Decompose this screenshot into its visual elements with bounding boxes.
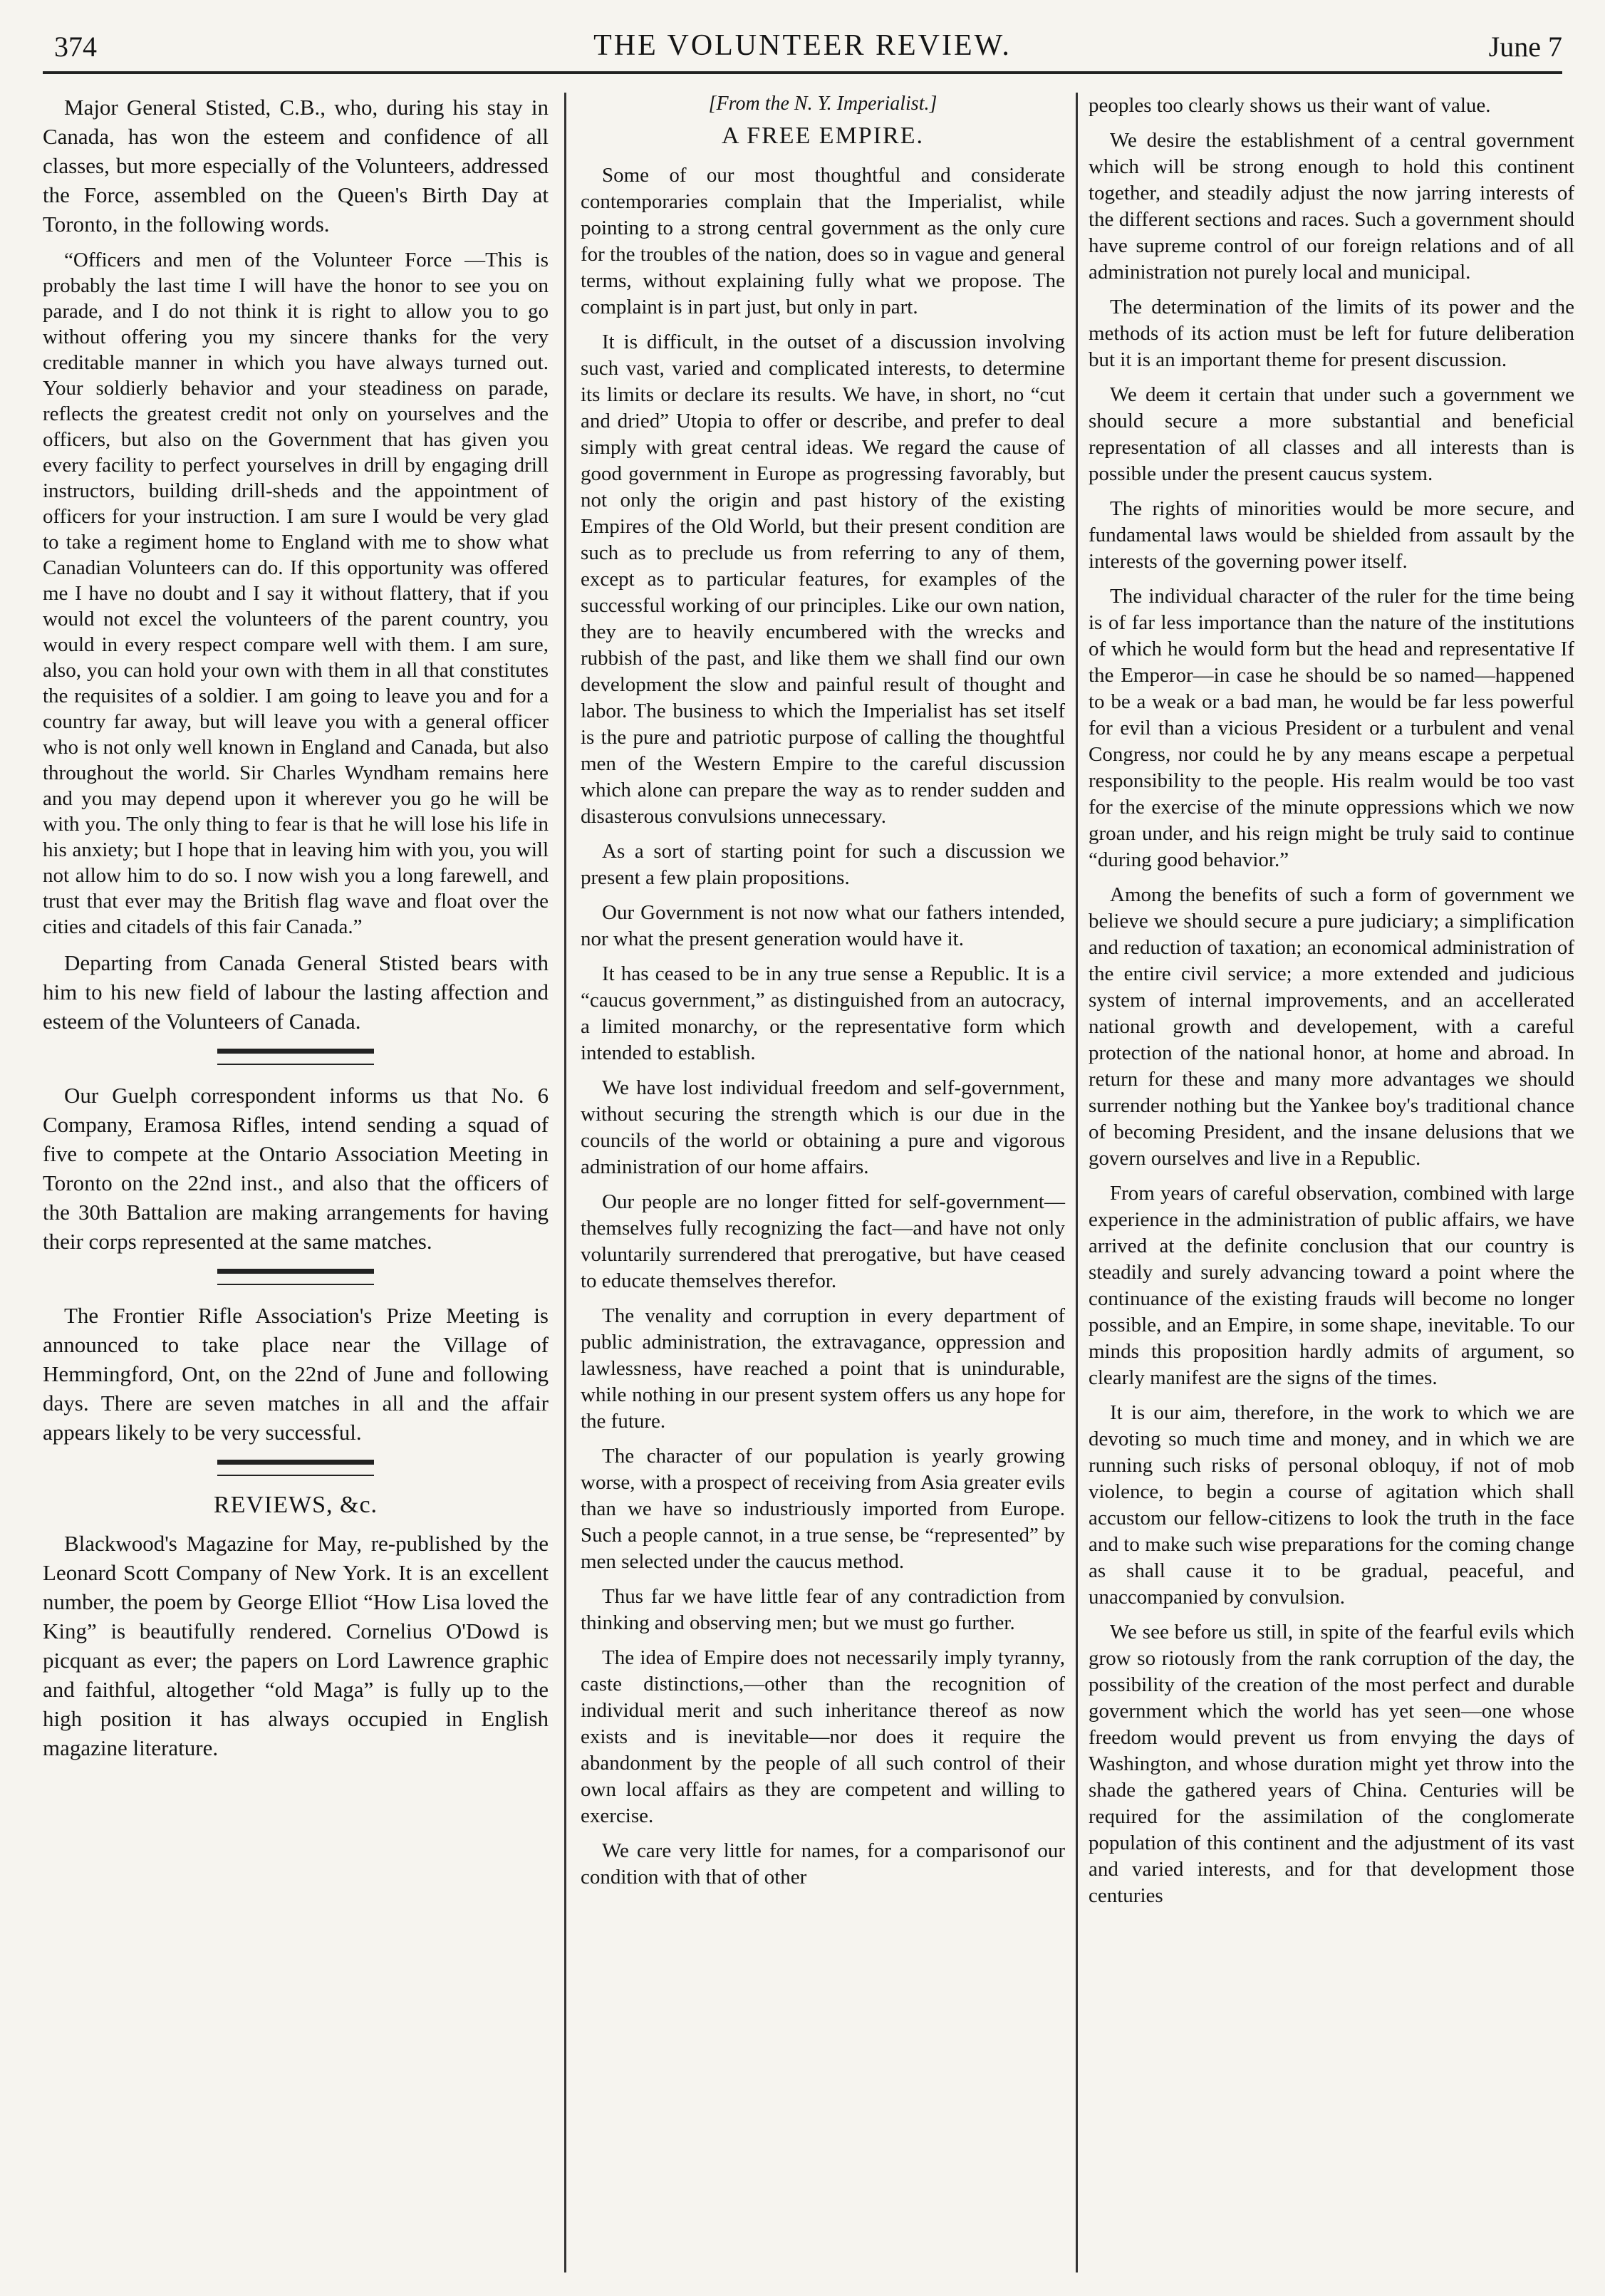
column-rule [1076, 93, 1078, 2272]
section-separator [217, 1049, 374, 1065]
article-paragraph: Among the benefits of such a form of government we believe we should secure a pure judiciary; a simplification and reduction of taxation; an economical administration of the entire civil service; a more extended and judicious system of internal improvements, and an accellerated national growth and developement, with a careful protection of the national honor, at home and abroad. In return for these and many more advantages we should surrender nothing but the Yankee boy's traditional chance of becoming President, and the insane delusions that we govern ourselves and live in a Republic. [1089, 883, 1574, 1170]
column-right [1083, 93, 1574, 2272]
column-left [43, 93, 556, 2272]
article-paragraph: We have lost individual freedom and self-government, without securing the strength which is our due in the councils of the world or obtaining a pure and vigorous administration of our home affairs. [581, 1076, 1065, 1178]
article-paragraph: The character of our population is yearly growing worse, with a prospect of receiving from Asia greater evils than we have so industriously imported from Europe. Such a people cannot, in a true sense, be “represented” by men selected under the caucus method. [581, 1445, 1065, 1573]
stisted-quote: “Officers and men of the Volunteer Force —This is probably the last time I will have the honor to see you on parade, and I do not think it is right to allow you to go without offering you my sincere thanks for the very creditable manner in which you have always turned out. Your soldierly behavior and your steadiness on parade, reflects the greatest credit not only on yourselves and the officers, but also on the Government that has given you every facility to perfect yourselves in drill by engaging drill instructors, building drill-sheds and the appointment of officers for your instruction. I am sure I would be very glad to take a regiment home to England with me to show what Canadian Volunteers can do. If this opportunity was offered me I have no doubt and I say it without flattery, that if you would not excel the volunteers of the parent country, you would in every respect compare well with them. I am sure, also, you can hold your own with them in all that constitutes the requisites of a soldier. I am going to leave you and for a country far away, but will leave you with a general officer who is not only well known in England and Canada, but also throughout the world. Sir Charles Wyndham remains here and you may depend upon it wherever you go he will be with you. The only thing to fear is that he will lose his life in his anxiety; but I hope that in leaving him with you, you will not allow him to do so. I now wish you a long farewell, and trust that ever may the British flag wave and float over the cities and citadels of this fair Canada.” [43, 249, 549, 938]
article-paragraph: From years of careful observation, combined with large experience in the administration of public affairs, we have arrived at the definite conclusion that our country is steadily and surely advancing toward a point where the continuance of the existing frauds will become no longer possible, and an Empire, in some shape, inevitable. To our minds this proposition hardly admits of argument, so clearly manifest are the signs of the times. [1089, 1182, 1574, 1389]
article-paragraph: Thus far we have little fear of any contradiction from thinking and observing men; but we must go further. [581, 1585, 1065, 1634]
article-paragraph: We desire the establishment of a central government which will be strong enough to hold this continent together, and steadily adjust the now jarring interests of the different sections and races. Such a government should have supreme control of our foreign relations and of all administration not purely local and municipal. [1089, 129, 1574, 284]
column-middle [573, 93, 1072, 2272]
page-header [43, 14, 1562, 74]
article-paragraph: The determination of the limits of its power and the methods of its action must be left for future deliberation but it is an important theme for present discussion. [1089, 296, 1574, 371]
issue-date: June 7 [1488, 31, 1562, 63]
column-rule [564, 93, 566, 2272]
article-paragraph: The idea of Empire does not necessarily imply tyranny, caste distinctions,—other than the recognition of individual merit and such inheritance thereof as now exists and is inevitable—nor does it require the abandonment by the people of all such control of their own local affairs as they are competent and willing to exercise. [581, 1646, 1065, 1827]
section-separator [217, 1460, 374, 1476]
article-paragraph: It is our aim, therefore, in the work to which we are devoting so much time and money, and in which we are running such risks of personal obloquy, if not of mob violence, to begin a course of agitation which shall accustom our fellow-citizens to look the truth in the face and to make such wise preparations for the coming change as shall cause it to be gradual, peaceful, and unaccompanied by convulsion. [1089, 1401, 1574, 1609]
article-paragraph: Some of our most thoughtful and considerate contemporaries complain that the Imperialist, while pointing to a strong central government as the only cure for the troubles of the nation, does so in vague and general terms, without explaining fully what we propose. The complaint is in part just, but only in part. [581, 164, 1065, 318]
reviews-heading: REVIEWS, &c. [213, 1492, 378, 1518]
guelph-item: Our Guelph correspondent informs us that No. 6 Company, Eramosa Rifles, intend sending a squad of five to compete at the Ontario Association Meeting in Toronto on the 22nd inst., and also that the officers of the 30th Battalion are making arrangements for having their corps represented at the same matches. [43, 1083, 549, 1254]
article-paragraph: It has ceased to be in any true sense a Republic. It is a “caucus government,” as distinguished from an autocracy, a limited monarchy, or the representative form which intended to establish. [581, 962, 1065, 1064]
article-paragraph: Our Government is not now what our fathers intended, nor what the present generation would have it. [581, 901, 1065, 950]
article-paragraph: The venality and corruption in every department of public administration, the extravagance, oppression and lawlessness, have reached a point that is unindurable, while nothing in our present system offers us any hope for the future. [581, 1304, 1065, 1433]
section-separator [217, 1269, 374, 1285]
masthead-title: THE VOLUNTEER REVIEW. [593, 29, 1012, 62]
blackwood-review: Blackwood's Magazine for May, re-published by the Leonard Scott Company of New York. It is an excellent number, the poem by George Elliot “How Lisa loved the King” is beautifully rendered. Cornelius O'Dowd is picquant as ever; the papers on Lord Lawrence graphic and faithful, altogether “old Maga” is fully up to the high position it has always occupied in English magazine literature. [43, 1531, 549, 1760]
article-paragraph: Our people are no longer fitted for self-government—themselves fully recognizing the fact—and have not only voluntarily surrendered that prerogative, but have ceased to educate themselves therefor. [581, 1190, 1065, 1292]
article-heading: A FREE EMPIRE. [722, 123, 924, 149]
frontier-item: The Frontier Rifle Association's Prize Meeting is announced to take place near the Village of Hemmingford, Ont, on the 22nd of June and following days. There are seven matches in all and the affair appears likely to be very successful. [43, 1303, 549, 1445]
article-paragraph: It is difficult, in the outset of a discussion involving such vast, varied and complicated interests, to determine its limits or declare its results. We have, in short, no “cut and dried” Utopia to offer or describe, and prefer to deal simply with great central ideas. We regard the cause of good government in Europe as progressing favorably, but not only the origin and past history of the existing Empires of the Old World, but their present condition are such as to preclude us from referring to any of them, except as to particular features, for examples of the successful working of our principles. Like our own nation, they are to heavily encumbered with the wrecks and rubbish of the past, and like them we shall find our own development the slow and painful result of thought and labor. The business to which the Imperialist has set itself is the pure and patriotic purpose of calling the thoughtful men of the Western Empire to the careful discussion which alone can prepare the way as to render sudden and disasterous convulsions unnecessary. [581, 331, 1065, 828]
article-paragraph: We deem it certain that under such a government we should secure a more substantial and beneficial representation of all classes and all interests than is possible under the present caucus system. [1089, 383, 1574, 485]
article-paragraph: The rights of minorities would be more secure, and fundamental laws would be shielded from assault by the interests of the governing power itself. [1089, 497, 1574, 573]
page-number: 374 [54, 31, 97, 63]
article-paragraph: The individual character of the ruler for the time being is of far less importance than the nature of the institutions of which he would form but the head and representative If the Emperor—in case he should be so named—happened to be a weak or a bad man, he would be far less powerful for evil than a vicious President or a turbulent and venal Congress, nor could he by any means escape a perpetual responsibility to the people. His realm would be too vast for the exercise of the minute oppressions which we now groan under, and his reign might be truly said to continue “during good behavior.” [1089, 585, 1574, 871]
article-paragraph: As a sort of starting point for such a discussion we present a few plain propositions. [581, 840, 1065, 889]
article-paragraph: We care very little for names, for a comparisonof our condition with that of other [581, 1839, 1065, 1889]
article-source: [From the N. Y. Imperialist.] [708, 93, 937, 115]
article-paragraph: We see before us still, in spite of the fearful evils which grow so riotously from the rank corruption of the day, the possibility of the creation of the most perfect and durable government which the world has yet seen—one whose freedom would prevent us from envying the days of Washington, and whose duration might yet throw into the shade the gathered years of China. Centuries will be required for the assimilation of the conglomerate population of this continent and the adjustment of its vast and varied interests, and for that development those centuries [1089, 1621, 1574, 1907]
article-paragraph: peoples too clearly shows us their want of value. [1089, 94, 1491, 117]
stisted-lead: Major General Stisted, C.B., who, during his stay in Canada, has won the esteem and confidence of all classes, but more especially of the Volunteers, addressed the Force, assembled on the Queen's Birth Day at Toronto, in the following words. [43, 95, 549, 237]
stisted-close: Departing from Canada General Stisted bears with him to his new field of labour the lasting affection and esteem of the Volunteers of Canada. [43, 950, 549, 1034]
